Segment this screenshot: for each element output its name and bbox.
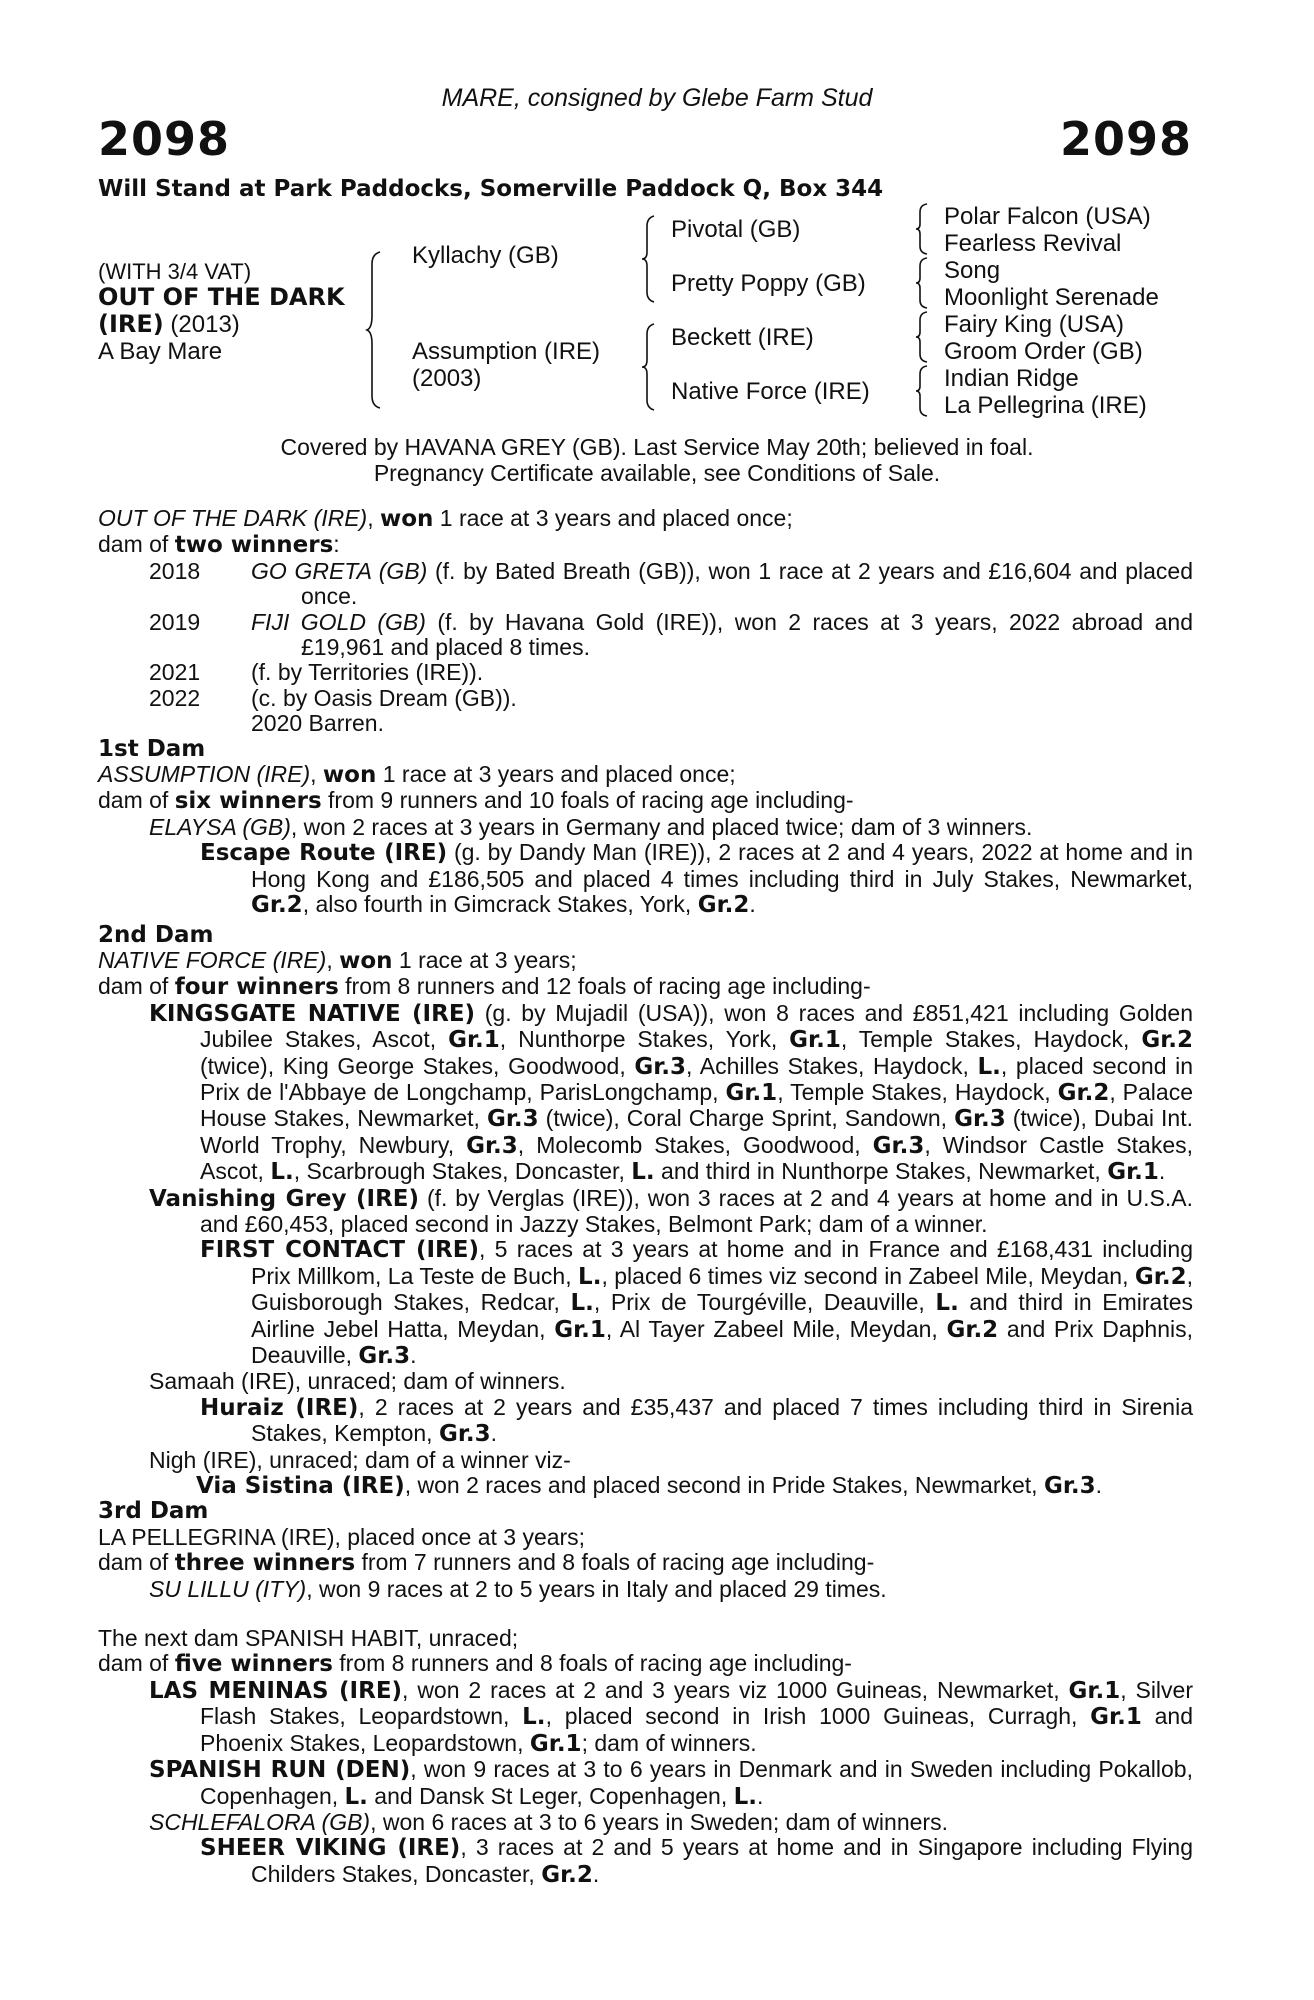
text-run: and Dansk St Leger, Copenhagen, <box>367 1782 734 1809</box>
bold-text: FIRST CONTACT (IRE) <box>200 1237 479 1264</box>
text-run: , won 2 races and placed second in Pride Stakes, Newmarket, <box>404 1472 1044 1499</box>
bold-text: Gr.3 <box>872 1132 925 1159</box>
gen3-name: Groom Order (GB) <box>944 338 1143 365</box>
first-dam-intro: ASSUMPTION (IRE), won 1 race at 3 years and placed once; <box>98 761 736 789</box>
bold-text: Vanishing Grey (IRE) <box>149 1185 420 1212</box>
produce-row: 2020 Barren. <box>251 710 384 737</box>
text-run: and third in Nunthorpe Stakes, Newmarket, <box>654 1158 1108 1185</box>
bold-text: L. <box>570 1290 594 1317</box>
text-run: and Prix Daphnis, Deauville, <box>251 1315 1193 1368</box>
bold-text: Gr.2 <box>541 1861 593 1888</box>
gen3-name: Moonlight Serenade <box>944 284 1159 311</box>
covering-line: Covered by HAVANA GREY (GB). Last Service May 20th; believed in foal. <box>280 434 1034 460</box>
text-run: , Achilles Stakes, Haydock, <box>686 1052 978 1079</box>
text-run: , Silver Flash Stakes, Leopardstown, <box>200 1676 1193 1730</box>
bold-text: L. <box>733 1783 758 1810</box>
pregnancy-line: Pregnancy Certificate available, see Conditions of Sale. <box>373 460 941 486</box>
bold-text: Gr.1 <box>789 1027 841 1054</box>
bold-text: Gr.1 <box>554 1316 606 1343</box>
text-run: , 2 races at 2 years and £35,437 and placed 7 times including third in Sirenia Stakes, Kempton, <box>251 1393 1193 1447</box>
pedigree-brace-g3-1 <box>914 202 932 256</box>
progeny-entry: SU LILLU (ITY), won 9 races at 2 to 5 years in Italy and placed 29 times. <box>149 1575 887 1602</box>
pedigree-brace-g3-4 <box>914 364 932 418</box>
dam-dam-name: Native Force (IRE) <box>671 378 870 405</box>
bold-text: Gr.1 <box>529 1730 582 1757</box>
second-dam-heading: 2nd Dam <box>98 921 214 948</box>
gen3-name: Indian Ridge <box>944 365 1079 392</box>
bold-text: Gr.3 <box>954 1106 1006 1133</box>
produce-row: 2019 FIJI GOLD (GB) (f. by Havana Gold (IRE)), won 2 races at 3 years, 2022 abroad and £19,961 and placed 8 times. <box>149 608 1194 661</box>
catalogue-body <box>98 506 1193 1888</box>
pedigree-brace-main <box>366 250 388 410</box>
text-run: , Prix de Tourgéville, Deauville, <box>593 1289 936 1316</box>
bold-text: Gr.2 <box>1057 1079 1110 1106</box>
bold-text: Gr.3 <box>1043 1473 1096 1500</box>
text-run: , Al Tayer Zabeel Mile, Meydan, <box>605 1315 947 1342</box>
first-dam-dam-of: dam of six winners from 9 runners and 10 foals of racing age including- <box>98 787 854 815</box>
bold-text: Gr.1 <box>1068 1677 1121 1704</box>
produce-intro: OUT OF THE DARK (IRE), won 1 race at 3 years and placed once; <box>98 505 793 532</box>
text-run: (twice), Coral Charge Sprint, Sandown, <box>538 1105 955 1132</box>
third-dam-intro: LA PELLEGRINA (IRE), placed once at 3 years; <box>98 1523 586 1550</box>
text-run: , Guisborough Stakes, Redcar, <box>251 1262 1193 1316</box>
bold-text: Gr.1 <box>448 1027 500 1054</box>
text-run: . <box>592 1860 600 1887</box>
lot-number-right: 2098 <box>1059 112 1192 166</box>
text-run: , Scarbrough Stakes, Doncaster, <box>293 1158 632 1185</box>
text-run: (g. by Mujadil (USA)), won 8 races and £851,421 including Golden Jubilee Stakes, Ascot, <box>200 999 1193 1053</box>
dam-sire-name: Beckett (IRE) <box>671 324 814 351</box>
progeny-entry <box>98 1678 1193 1757</box>
text-run: , Palace House Stakes, Newmarket, <box>200 1078 1193 1132</box>
second-dam-intro: NATIVE FORCE (IRE), won 1 race at 3 years; <box>98 946 577 974</box>
text-run: , won 9 races at 3 to 6 years in Denmark and in Sweden including Pokallob, Copenhagen, <box>200 1756 1193 1809</box>
bold-text: Gr.1 <box>1107 1159 1159 1186</box>
text-run: . <box>1158 1158 1166 1185</box>
text-run: , Nunthorpe Stakes, York, <box>499 1026 790 1053</box>
produce-row: 2018 GO GRETA (GB) (f. by Bated Breath (GB)), won 1 race at 2 years and £16,604 and placed once. <box>149 557 1193 610</box>
text-run: , placed second in Prix de l'Abbaye de Longchamp, ParisLongchamp, <box>200 1052 1194 1105</box>
progeny-entry: Nigh (IRE), unraced; dam of a winner viz- <box>149 1446 571 1473</box>
text-run: and Phoenix Stakes, Leopardstown, <box>200 1703 1194 1756</box>
gen3-name: Polar Falcon (USA) <box>944 203 1151 230</box>
third-dam-dam-of: dam of three winners from 7 runners and 8 foals of racing age including- <box>98 1549 875 1577</box>
bold-text: Gr.2 <box>1134 1263 1187 1290</box>
bold-text: Gr.3 <box>466 1132 518 1159</box>
bold-text: Gr.1 <box>725 1079 778 1106</box>
second-dam-dam-of: dam of four winners from 8 runners and 12 foals of racing age including- <box>98 973 871 1001</box>
progeny-entry <box>98 1237 1193 1369</box>
gen3-name: La Pellegrina (IRE) <box>944 392 1147 419</box>
produce-row: 2021 (f. by Territories (IRE)). <box>149 659 484 686</box>
progeny-entry <box>98 1186 1193 1238</box>
horse-name: OUT OF THE DARK <box>98 283 345 311</box>
progeny-entry <box>98 1835 1193 1888</box>
progeny-entry <box>98 1757 1193 1810</box>
bold-text: L. <box>977 1053 1001 1080</box>
bold-text: L. <box>270 1159 294 1186</box>
horse-description: A Bay Mare <box>98 338 223 365</box>
bold-text: Via Sistina (IRE) <box>196 1473 405 1500</box>
bold-text: L. <box>935 1290 959 1317</box>
bold-text: Gr.3 <box>358 1343 411 1369</box>
third-dam-heading: 3rd Dam <box>98 1498 209 1525</box>
text-run: , 5 races at 3 years at home and in France and £168,431 including Prix Millkom, La Teste de Buch, <box>251 1236 1193 1289</box>
text-run: . <box>1095 1472 1103 1499</box>
text-run: , 3 races at 2 and 5 years at home and in Singapore including Flying Childers Stakes, Doncaster, <box>251 1834 1193 1887</box>
bold-text: Gr.3 <box>438 1421 491 1448</box>
text-run: , placed second in Irish 1000 Guineas, Curragh, <box>545 1703 1091 1730</box>
consignment-line: MARE, consigned by Glebe Farm Stud <box>441 84 873 112</box>
bold-text: L. <box>344 1783 368 1810</box>
horse-name-line2 <box>98 311 240 338</box>
gen3-name: Fairy King (USA) <box>944 311 1125 338</box>
pedigree-brace-g3-3 <box>914 310 932 364</box>
text-run: , Temple Stakes, Haydock, <box>840 1026 1142 1053</box>
bold-text: Huraiz (IRE) <box>200 1394 359 1421</box>
bold-text: Gr.1 <box>1090 1704 1142 1731</box>
progeny-entry: Samaah (IRE), unraced; dam of winners. <box>149 1368 566 1395</box>
bold-text: L. <box>631 1159 655 1186</box>
pedigree-brace-g3-2 <box>914 256 932 310</box>
text-run: (f. by Verglas (IRE)), won 3 races at 2 and 4 years at home and in U.S.A. and £60,453, placed second in Jazzy Stakes, Belmont Park; dam of a winner. <box>200 1184 1193 1237</box>
text-run: , Molecomb Stakes, Goodwood, <box>517 1131 873 1158</box>
stand-location: Will Stand at Park Paddocks, Somerville Paddock Q, Box 344 <box>98 176 884 202</box>
sire-dam-name: Pretty Poppy (GB) <box>671 270 866 297</box>
progeny-entry: Escape Route (IRE) (g. by Dandy Man (IRE)), 2 races at 2 and 4 years, 2022 at home and in Hong Kong and £186,505 and placed 4 times including third in July Stakes, Newmarket, Gr.2, also fourth in Gimcrack Stakes, York, Gr.2. <box>200 839 1193 919</box>
gen3-name: Fearless Revival <box>944 230 1122 257</box>
vat-note: (WITH 3/4 VAT) <box>98 259 252 284</box>
progeny-entry <box>98 1395 1193 1448</box>
progeny-entry: SCHLEFALORA (GB), won 6 races at 3 to 6 years in Sweden; dam of winners. <box>149 1808 948 1835</box>
bold-text: L. <box>578 1263 602 1290</box>
text-run: (twice), Dubai Int. World Trophy, Newbury, <box>200 1105 1193 1158</box>
bold-text: L. <box>522 1704 546 1731</box>
pedigree-brace-sire <box>640 214 660 304</box>
horse-country: (IRE) <box>98 310 164 338</box>
next-dam-dam-of: dam of five winners from 8 runners and 8 foals of racing age including- <box>98 1650 852 1678</box>
bold-text: Gr.2 <box>946 1316 999 1343</box>
bold-text: Gr.3 <box>634 1053 687 1080</box>
text-run: , Temple Stakes, Haydock, <box>777 1078 1058 1105</box>
progeny-entry <box>98 1001 1193 1186</box>
pedigree-brace-dam <box>640 322 660 412</box>
sire-name: Kyllachy (GB) <box>412 242 559 269</box>
text-run: . <box>490 1420 498 1447</box>
bold-text: SHEER VIKING (IRE) <box>200 1835 461 1862</box>
text-run: , placed 6 times viz second in Zabeel Mile, Meydan, <box>601 1262 1135 1289</box>
next-dam-intro: The next dam SPANISH HABIT, unraced; <box>98 1625 519 1652</box>
progeny-entry: ELAYSA (GB), won 2 races at 3 years in Germany and placed twice; dam of 3 winners. <box>149 813 1033 840</box>
bold-text: Gr.2 <box>1141 1027 1194 1054</box>
text-run: . <box>757 1782 764 1809</box>
bold-text: Gr.3 <box>486 1106 539 1133</box>
horse-year: (2013) <box>163 311 240 338</box>
text-run: and third in Emirates Airline Jebel Hatta, Meydan, <box>251 1289 1194 1342</box>
produce-dam-of: dam of two winners: <box>98 531 340 559</box>
text-run: , won 2 races at 2 and 3 years viz 1000 Guineas, Newmarket, <box>402 1676 1069 1703</box>
dam-name: Assumption (IRE) <box>412 338 601 365</box>
gen3-name: Song <box>944 257 1001 284</box>
bold-text: LAS MENINAS (IRE) <box>149 1677 403 1704</box>
first-dam-heading: 1st Dam <box>98 735 206 762</box>
progeny-entry <box>98 1473 1193 1499</box>
bold-text: KINGSGATE NATIVE (IRE) <box>149 1000 476 1027</box>
section-gap <box>98 1602 1193 1626</box>
text-run: . <box>410 1342 417 1368</box>
text-run: (twice), King George Stakes, Goodwood, <box>200 1052 635 1079</box>
produce-row: 2022 (c. by Oasis Dream (GB)). <box>149 684 517 711</box>
dam-year: (2003) <box>412 365 482 392</box>
text-run: ; dam of winners. <box>581 1729 757 1756</box>
sire-sire-name: Pivotal (GB) <box>671 216 801 243</box>
text-run: , Windsor Castle Stakes, Ascot, <box>200 1131 1194 1185</box>
bold-text: SPANISH RUN (DEN) <box>149 1757 411 1784</box>
lot-number-left: 2098 <box>98 112 231 166</box>
